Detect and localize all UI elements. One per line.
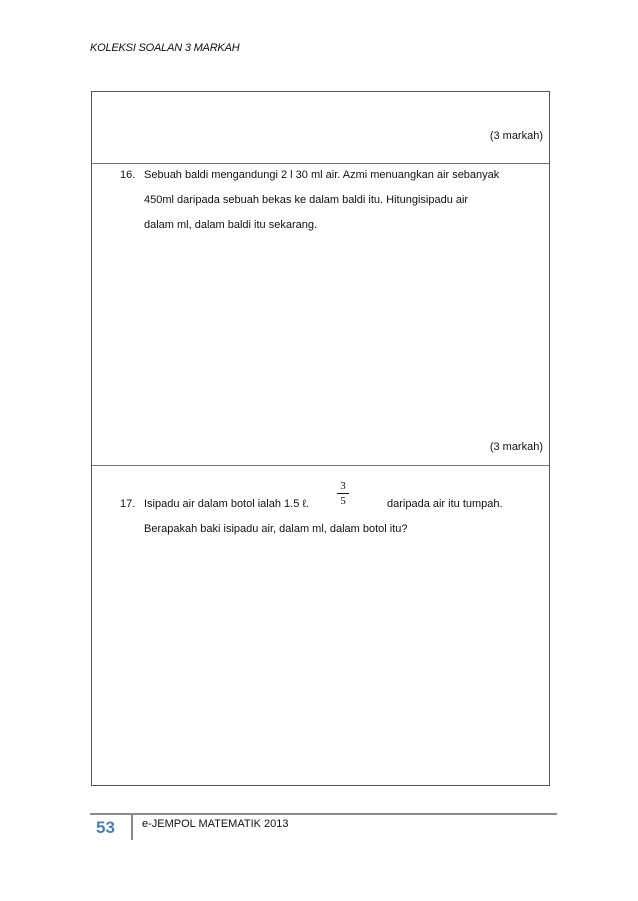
footer-divider [131,815,133,840]
divider [92,465,549,466]
page-number: 53 [96,818,115,837]
question-text: Berapakah baki isipadu air, dalam ml, dalam botol itu? [144,523,408,535]
footer-rule [90,813,557,815]
question-text-line: Sebuah baldi mengandungi 2 l 30 ml air. Azmi menuangkan air sebanyak [144,169,500,181]
fraction-numerator: 3 [340,480,346,492]
question-17 [120,492,545,552]
question-text-line: dalam ml, dalam baldi itu sekarang. [144,219,318,231]
page-header: KOLEKSI SOALAN 3 MARKAH [90,42,240,54]
question-number: 16. [120,169,136,181]
marks-label: (3 markah) [489,130,543,142]
question-16 [120,163,545,243]
question-number: 17. [120,498,136,510]
fraction-denominator: 5 [340,495,346,507]
question-text: daripada air itu tumpah. [387,498,503,510]
question-text: Isipadu air dalam botol ialah 1.5 ℓ. [144,498,309,510]
footer-title: e-JEMPOL MATEMATIK 2013 [142,818,289,830]
marks-label: (3 markah) [489,441,543,453]
fraction [337,480,349,507]
question-text-line: 450ml daripada sebuah bekas ke dalam baldi itu. Hitungisipadu air [144,194,469,206]
answer-frame [91,91,550,786]
